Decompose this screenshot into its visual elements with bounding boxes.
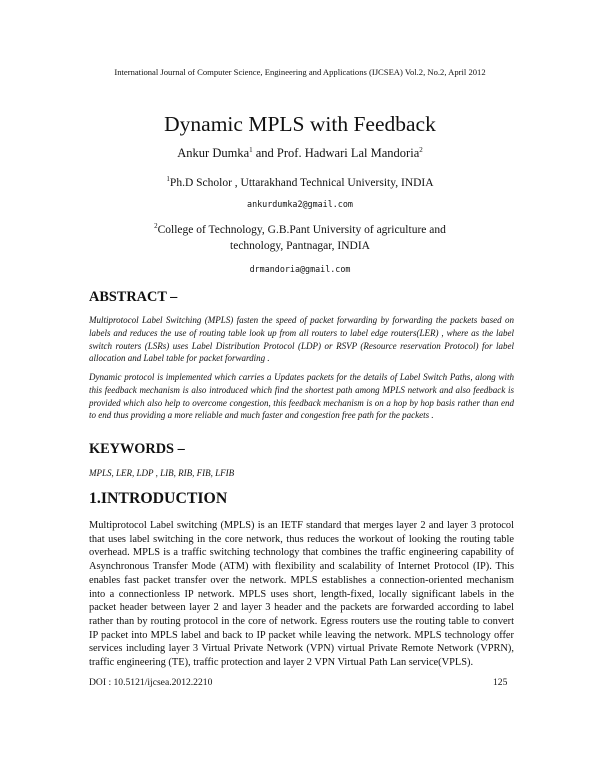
introduction-heading: 1.INTRODUCTION xyxy=(89,490,228,507)
abstract-paragraph-1: Multiprotocol Label Switching (MPLS) fasten the speed of packet forwarding by forwarding the packets based on labels and reduces the use of routing table look up from all routers to label edge routers(LER) , where as the label switch routers (LSRs) uses Label Distribution Protocol (LDP) or RSVP (Resource reservation Protocol) for label allocation and Label table for packet forwarding . xyxy=(89,315,514,364)
keywords-heading: KEYWORDS – xyxy=(89,441,185,457)
affiliation-1 xyxy=(0,175,600,191)
coauthor-name: and Prof. Hadwari Lal Mandoria xyxy=(252,146,420,160)
abstract-paragraph-2: Dynamic protocol is implemented which carries a Updates packets for the details of Label Switch Paths, along with this feedback mechanism is also introduced which find the shortest path among MPLS network and also feedback is provided which also help to overcome congestion, this feedback mechanism is on a hop by hop basis rather than end to end thus providing a more reliable and much faster and congestion free path for the packets . xyxy=(89,372,514,421)
coauthor-superscript: 2 xyxy=(419,146,423,154)
affiliation-2 xyxy=(0,222,600,254)
page-number: 125 xyxy=(493,677,508,688)
author-superscript: 1 xyxy=(249,146,253,154)
author-line xyxy=(0,146,600,161)
affiliation-1-superscript: 1 xyxy=(166,175,170,183)
paper-title: Dynamic MPLS with Feedback xyxy=(164,112,436,136)
email-2: drmandoria@gmail.com xyxy=(249,264,351,274)
journal-header: International Journal of Computer Science, Engineering and Applications (IJCSEA) Vol.2, No.2, April 2012 xyxy=(114,67,486,77)
abstract-heading: ABSTRACT – xyxy=(89,289,178,305)
author-name: Ankur Dumka xyxy=(177,146,250,160)
affiliation-1-text: Ph.D Scholor , Uttarakhand Technical University, INDIA xyxy=(169,177,434,189)
doi-footer: DOI : 10.5121/ijcsea.2012.2210 xyxy=(89,677,213,688)
email-1: ankurdumka2@gmail.com xyxy=(247,199,353,209)
affiliation-2-superscript: 2 xyxy=(154,222,158,230)
keywords-list: MPLS, LER, LDP , LIB, RIB, FIB, LFIB xyxy=(89,468,235,478)
introduction-paragraph: Multiprotocol Label switching (MPLS) is an IETF standard that merges layer 2 and layer 3 protocol that uses label switching in the core network, thus reduces the workout of looking the routing table overhead. MPLS is a traffic switching technology that combines the traffic engineering capability of Asynchronous Transfer Mode (ATM) with flexibility and scalability of Internet Protocol (IP). This enables fast packet transfer over the network. MPLS establishes a connection-oriented mechanism into a connectionless IP network. MPLS uses short, length-fixed, locally significant labels in the packet header between layer 2 and layer 3 header and the packets are forwarded according to label rather than by routing protocol in the core of network. Egress routers use the routing table to convert IP packet into MPLS label and back to IP packet while leaving the network. MPLS technology offer services including layer 3 Virtual Private Network (VPN) virtual Private Remote Network (VPRN), traffic engineering (TE), traffic protection and layer 2 VPN Virtual Path Lan service(VPLS). xyxy=(89,520,514,669)
affiliation-2-text: College of Technology, G.B.Pant University of agriculture and technology, Pantnagar, INDIA xyxy=(157,224,446,252)
